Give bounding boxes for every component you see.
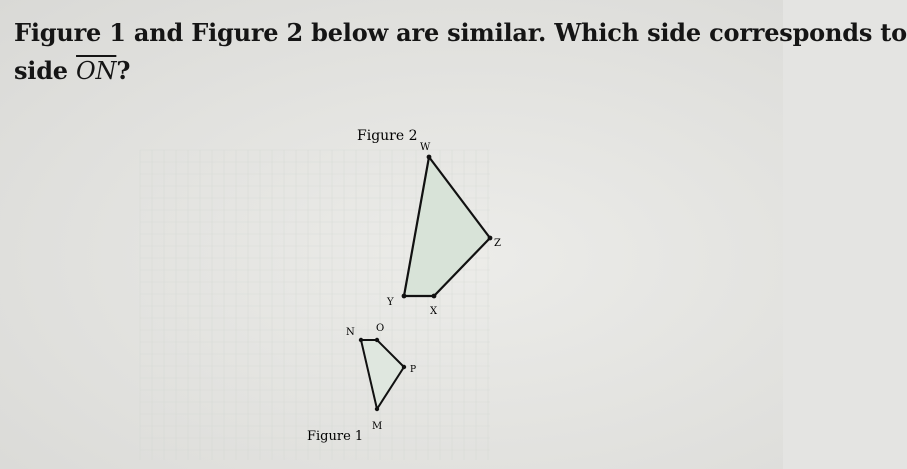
figure-2	[357, 128, 501, 317]
vertex-m-point	[375, 407, 379, 411]
vertex-w-point	[427, 155, 432, 160]
vertex-w-label: W	[420, 142, 431, 153]
figure-2-quadrilateral	[404, 157, 490, 296]
figure-1-caption: Figure 1	[307, 429, 364, 444]
figure-2-caption: Figure 2	[357, 128, 418, 144]
vertex-o-point	[375, 338, 379, 342]
vertex-p-label: P	[410, 365, 417, 375]
segment-on-label: $\overline{ON}$	[76, 57, 117, 85]
vertex-x-point	[432, 294, 437, 299]
vertex-m-label: M	[372, 421, 383, 432]
vertex-p-point	[402, 365, 406, 369]
vertex-y-point	[402, 294, 407, 299]
vertex-o-label: O	[376, 323, 385, 334]
question-side-prefix: side	[14, 56, 77, 85]
vertex-z-point	[488, 236, 493, 241]
vertex-x-label: X	[430, 306, 438, 317]
vertex-n-label: N	[346, 327, 355, 338]
vertex-z-label: Z	[494, 238, 501, 249]
question-mark: ?	[116, 56, 131, 85]
vertex-y-label: Y	[387, 297, 394, 308]
figure-1-quadrilateral	[361, 340, 404, 409]
question-line-1: Figure 1 and Figure 2 below are similar. Which side corresponds to	[14, 18, 907, 47]
vertex-n-point	[359, 338, 363, 342]
